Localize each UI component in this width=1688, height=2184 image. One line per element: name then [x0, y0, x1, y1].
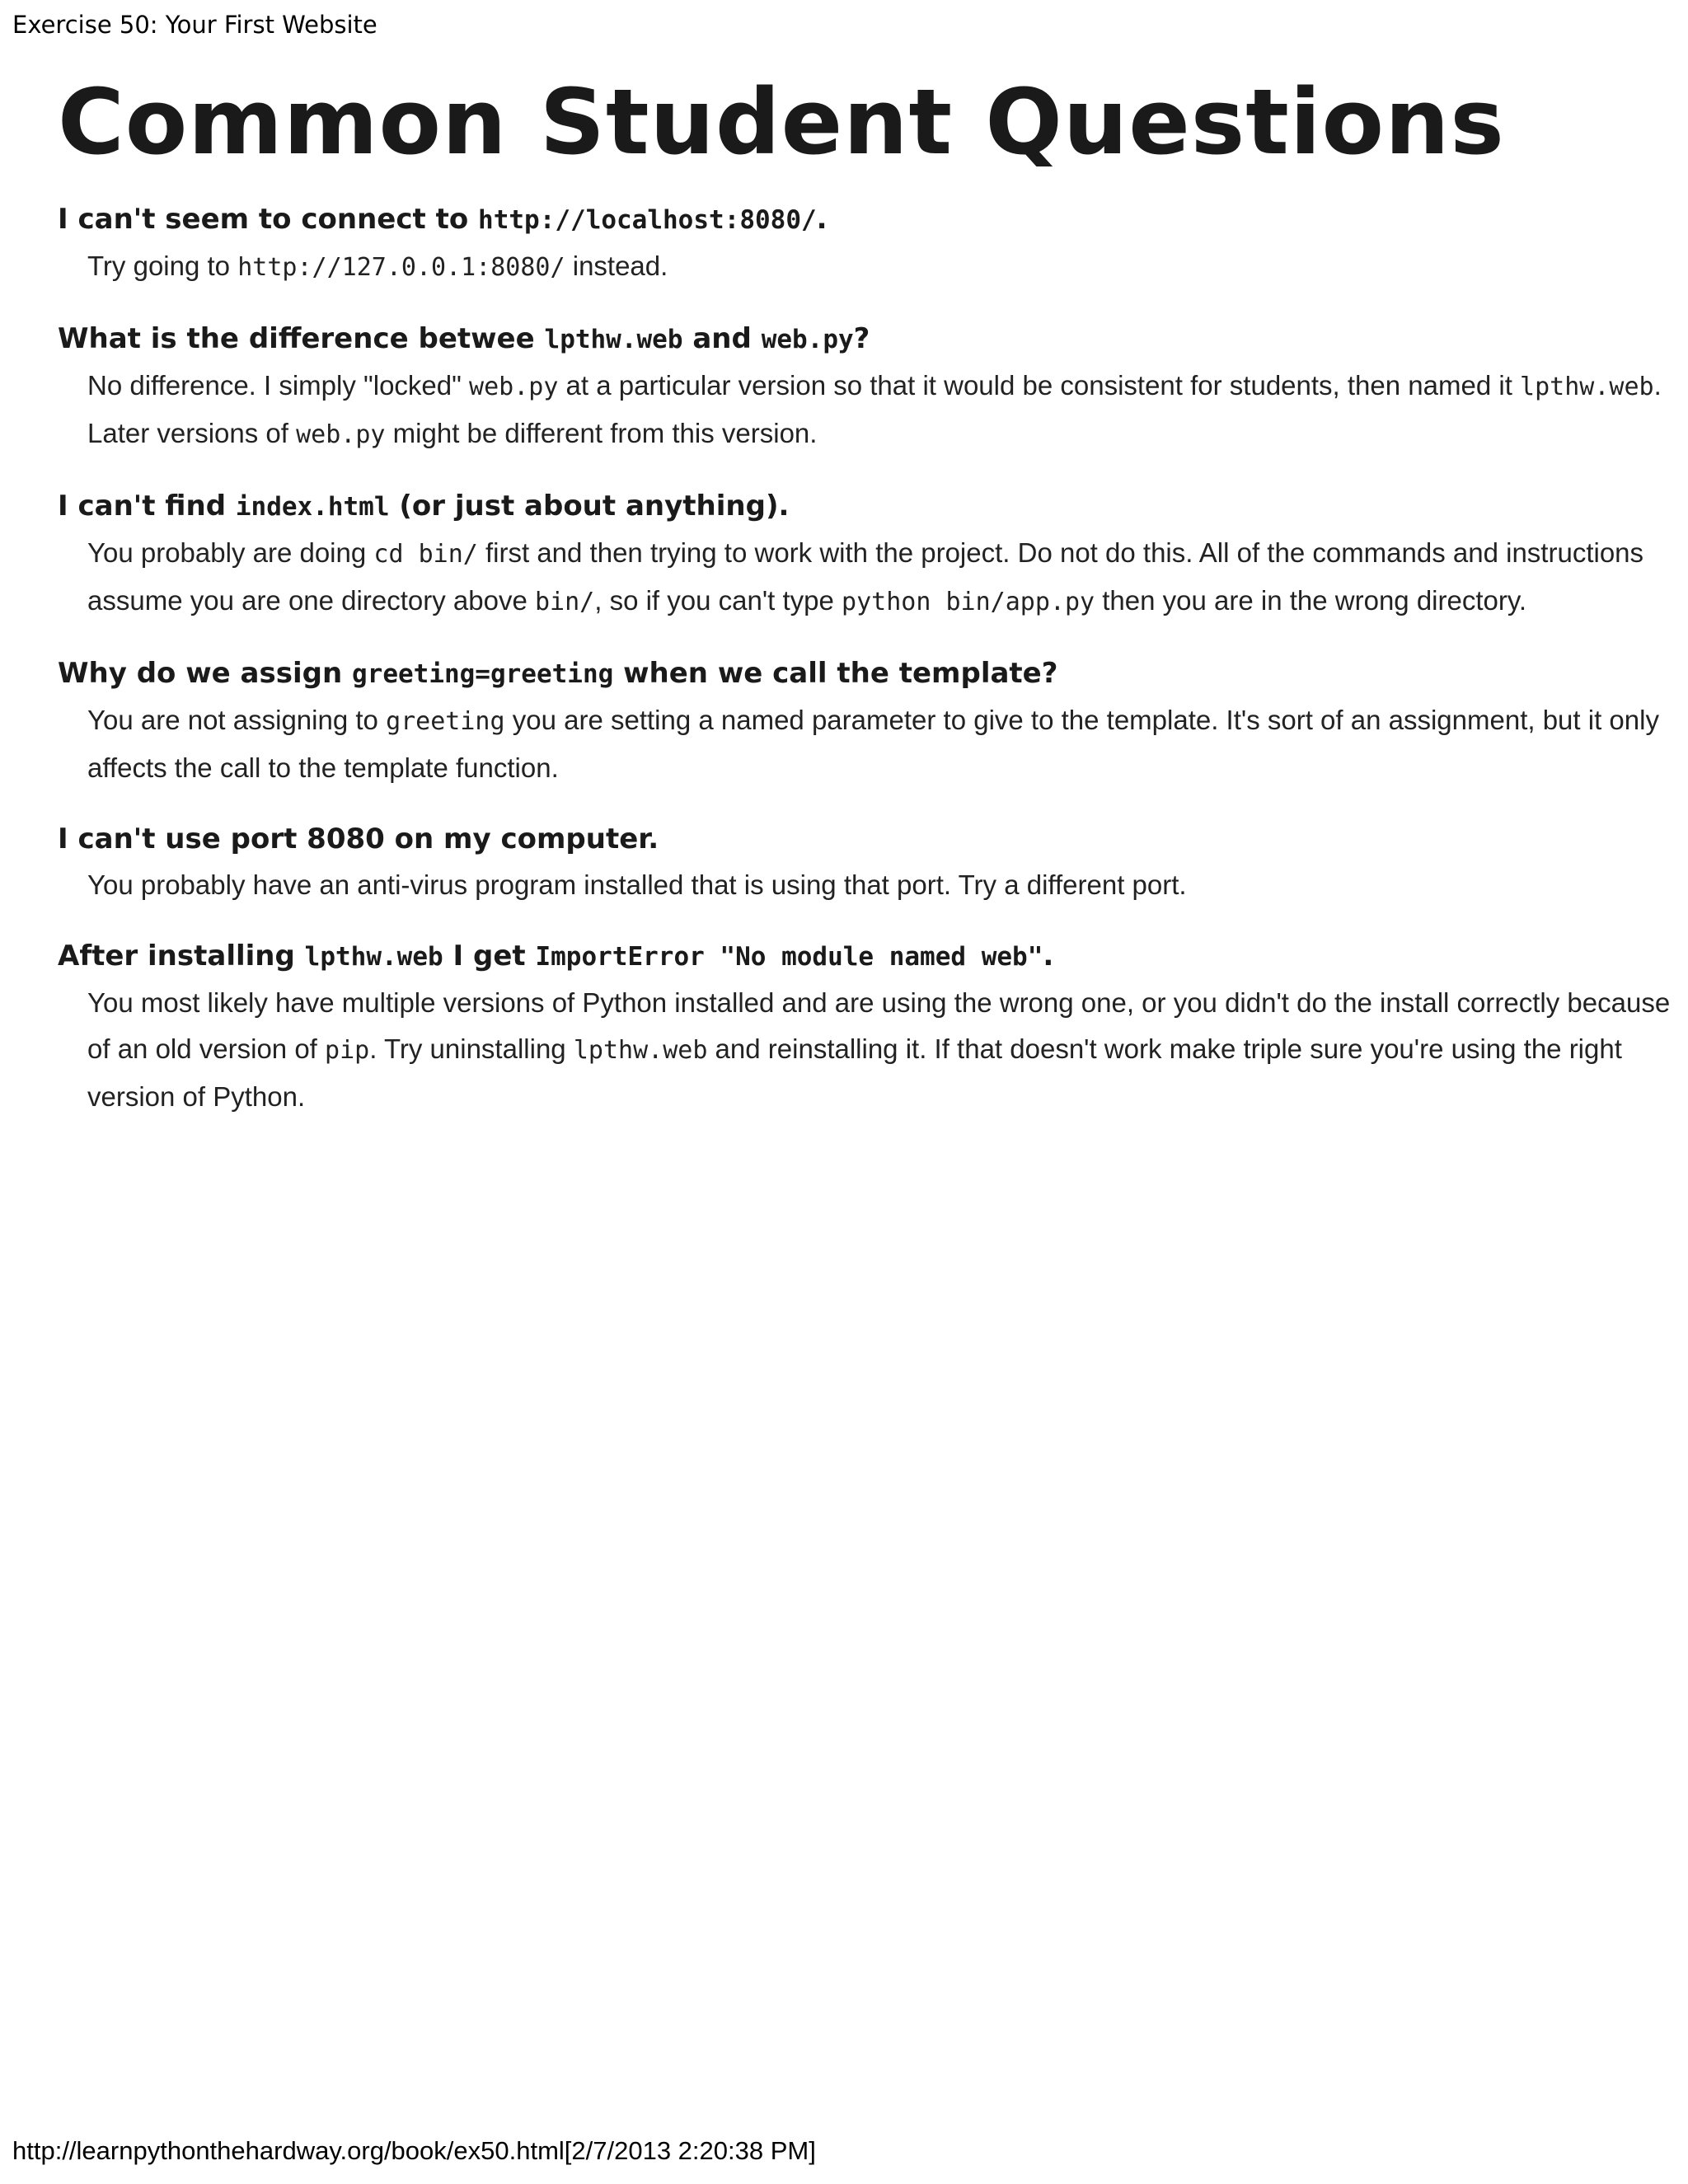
answer-text: No difference. I simply "locked"	[87, 370, 470, 401]
question-heading	[58, 199, 1648, 240]
inline-code: greeting	[386, 707, 505, 736]
question-heading	[58, 319, 1648, 359]
inline-code: bin/	[534, 588, 595, 616]
inline-code: greeting=greeting	[352, 659, 614, 689]
question-text: when we call the template?	[613, 657, 1058, 690]
answer-text: then you are in the wrong directory.	[1095, 585, 1527, 616]
question-text: (or just about anything).	[389, 490, 790, 523]
question-text: I can't use port 8080 on my computer.	[58, 823, 659, 855]
answer-text: You probably are doing	[87, 537, 374, 568]
answer-text: at a particular version so that it would be consistent for students, then named it	[558, 370, 1521, 401]
qa-item	[58, 936, 1671, 1120]
inline-code: web.py	[296, 420, 386, 449]
inline-code: http://localhost:8080/	[478, 205, 817, 235]
answer-paragraph	[87, 530, 1678, 626]
inline-code: web.py	[469, 373, 559, 401]
question-text: I get	[443, 940, 536, 972]
qa-item	[58, 319, 1662, 458]
answer-text: You most likely have multiple versions of Python installed and are using the wrong one, or you didn't do the install correctly because of an old version of	[87, 987, 1671, 1064]
main-content	[58, 68, 1671, 1148]
answer-text: You are not assigning to	[87, 705, 387, 735]
question-text: .	[1043, 940, 1054, 972]
question-text: ?	[853, 322, 870, 355]
inline-code: cd bin/	[373, 540, 478, 569]
qa-list	[58, 199, 1671, 1120]
question-heading	[58, 819, 1648, 859]
question-text: I can't find	[58, 490, 236, 523]
inline-code: http://127.0.0.1:8080/	[237, 253, 565, 282]
question-text: .	[816, 203, 828, 236]
inline-code: python bin/app.py	[842, 588, 1095, 616]
inline-code: lpthw.web	[544, 325, 683, 354]
answer-text: first and then trying to work with the project. Do not do this. All of the commands and instructions assume you are one directory above	[87, 537, 1644, 616]
answer-paragraph	[87, 697, 1678, 791]
page-footer-url: http://learnpythonthehardway.org/book/ex50.html[2/7/2013 2:20:38 PM]	[12, 2136, 816, 2165]
answer-text: . Later versions of	[87, 370, 1662, 448]
question-heading	[58, 486, 1648, 527]
answer-text: , so if you can't type	[594, 585, 842, 616]
answer-paragraph	[87, 980, 1678, 1120]
question-text: I can't seem to connect to	[58, 203, 479, 236]
answer-paragraph	[87, 363, 1678, 458]
inline-code: ImportError "No module named web"	[535, 942, 1043, 972]
question-heading	[58, 654, 1648, 694]
page-header-title: Exercise 50: Your First Website	[12, 11, 377, 39]
question-text: and	[682, 322, 762, 355]
answer-text: You probably have an anti-virus program installed that is using that port. Try a different port.	[87, 869, 1187, 900]
inline-code: pip	[325, 1036, 370, 1065]
page-title: Common Student Questions	[58, 69, 1505, 175]
answer-text: you are setting a named parameter to give to the template. It's sort of an assignment, but it only affects the call to the template function.	[87, 705, 1659, 783]
inline-code: index.html	[235, 492, 390, 522]
answer-text: instead.	[565, 251, 668, 281]
qa-item	[58, 654, 1659, 791]
answer-text: and reinstalling it. If that doesn't work make triple sure you're using the right version of Python.	[87, 1033, 1622, 1112]
inline-code: lpthw.web	[573, 1036, 708, 1065]
question-text: What is the difference betwee	[58, 322, 545, 355]
qa-item	[58, 486, 1648, 626]
inline-code: lpthw.web	[1520, 373, 1654, 401]
qa-item	[58, 199, 1648, 291]
answer-paragraph	[87, 243, 1678, 291]
question-heading	[58, 936, 1648, 977]
inline-code: lpthw.web	[304, 942, 443, 972]
answer-paragraph	[87, 862, 1678, 908]
answer-text: might be different from this version.	[385, 418, 818, 448]
inline-code: web.py	[761, 325, 854, 354]
question-text: Why do we assign	[58, 657, 352, 690]
qa-item	[58, 819, 1648, 908]
question-text: After installing	[58, 940, 305, 972]
answer-text: Try going to	[87, 251, 238, 281]
answer-text: . Try uninstalling	[369, 1033, 574, 1064]
